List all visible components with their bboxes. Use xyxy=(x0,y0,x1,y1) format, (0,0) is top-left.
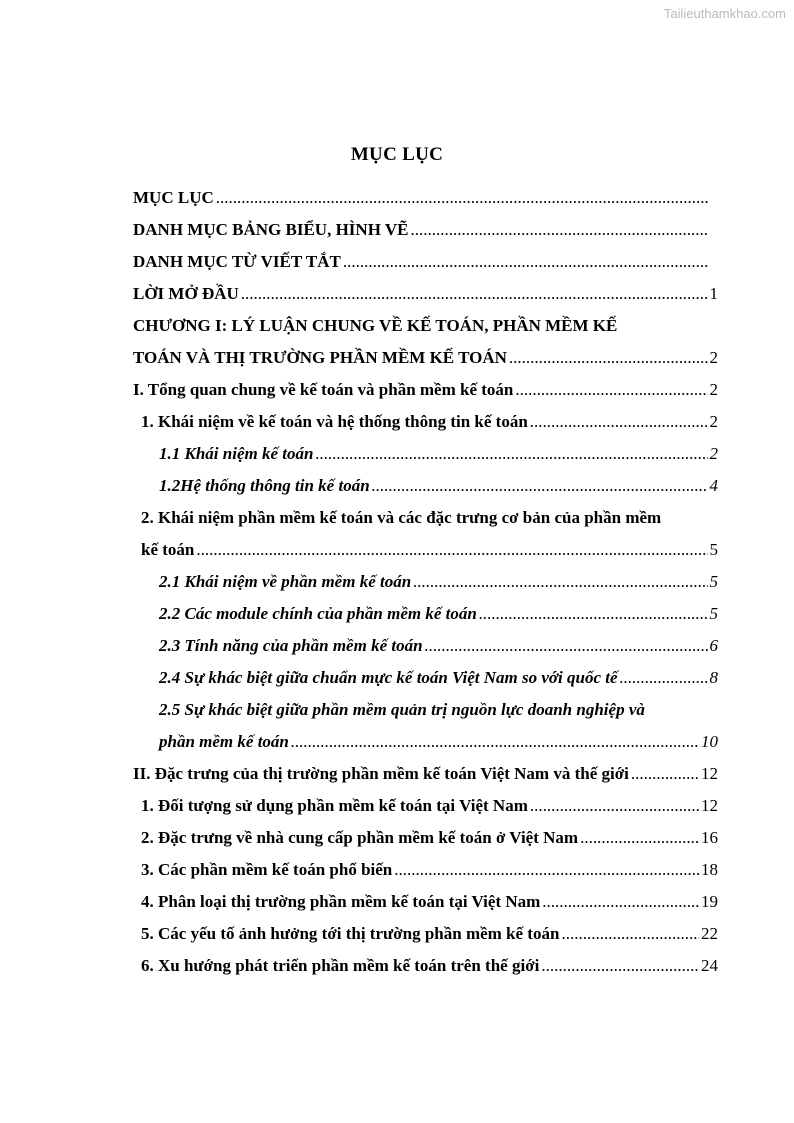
toc-leader-dots xyxy=(196,534,707,566)
toc-entry-page: 24 xyxy=(701,956,718,975)
toc-entry-text: 1.2Hệ thống thông tin kế toán xyxy=(159,476,370,495)
toc-entry-text: CHƯƠNG I: LÝ LUẬN CHUNG VỀ KẾ TOÁN, PHẦN MỀM KẾ xyxy=(133,316,618,335)
page-title: MỤC LỤC xyxy=(350,144,444,165)
toc-entry[interactable] xyxy=(133,630,718,662)
toc-leader-dots xyxy=(530,790,699,822)
toc-leader-dots xyxy=(343,246,708,278)
toc-entry-page: 16 xyxy=(701,828,718,847)
toc-leader-dots xyxy=(425,630,708,662)
toc-entry[interactable] xyxy=(133,566,718,598)
toc-entry-text: 2.5 Sự khác biệt giữa phần mềm quản trị nguồn lực doanh nghiệp và xyxy=(159,700,645,719)
toc-entry-page: 8 xyxy=(709,668,718,687)
toc-leader-dots xyxy=(620,662,708,694)
toc-entry[interactable] xyxy=(133,310,718,342)
toc-entry-page: 2 xyxy=(709,412,718,431)
toc-entry[interactable] xyxy=(133,662,718,694)
toc-entry[interactable] xyxy=(133,886,718,918)
toc-entry-page: 12 xyxy=(701,764,718,783)
toc-leader-dots xyxy=(561,918,699,950)
toc-entry-text: MỤC LỤC xyxy=(133,188,214,207)
toc-entry-page: 5 xyxy=(709,604,718,623)
toc-entry-text: 1. Đối tượng sử dụng phần mềm kế toán tại Việt Nam xyxy=(141,796,528,815)
toc-entry-page: 1 xyxy=(709,284,718,303)
toc-entry[interactable] xyxy=(133,246,718,278)
toc-leader-dots xyxy=(509,342,708,374)
toc-entry-text: 2.1 Khái niệm về phần mềm kế toán xyxy=(159,572,412,591)
toc-entry-text: 2. Đặc trưng về nhà cung cấp phần mềm kế toán ở Việt Nam xyxy=(141,828,579,847)
toc-entry-page: 19 xyxy=(701,892,718,911)
toc-leader-dots xyxy=(541,950,699,982)
toc-entry-text: DANH MỤC BẢNG BIỂU, HÌNH VẼ xyxy=(133,220,409,239)
toc-entry-text: 2. Khái niệm phần mềm kế toán và các đặc trưng cơ bản của phần mềm xyxy=(141,508,662,527)
toc-entry-page: 22 xyxy=(701,924,718,943)
toc-entry[interactable] xyxy=(133,374,718,406)
toc-leader-dots xyxy=(411,214,709,246)
toc-leader-dots xyxy=(315,438,707,470)
toc-entry[interactable] xyxy=(133,854,718,886)
toc-entry[interactable] xyxy=(133,470,718,502)
toc-entry[interactable] xyxy=(133,278,718,310)
toc-leader-dots xyxy=(542,886,699,918)
toc-entry[interactable] xyxy=(133,214,718,246)
toc-entry-page: 10 xyxy=(701,732,718,751)
toc-entry-text: 3. Các phần mềm kế toán phổ biến xyxy=(141,860,393,879)
toc-leader-dots xyxy=(580,822,699,854)
toc-entry-page: 12 xyxy=(701,796,718,815)
toc-entry-text: 5. Các yếu tố ảnh hưởng tới thị trường phần mềm kế toán xyxy=(141,924,560,943)
toc-leader-dots xyxy=(413,566,707,598)
toc-entry[interactable] xyxy=(133,406,718,438)
toc-entry-text: 1. Khái niệm về kế toán và hệ thống thông tin kế toán xyxy=(141,412,528,431)
toc-entry-text: 6. Xu hướng phát triển phần mềm kế toán trên thế giới xyxy=(141,956,540,975)
toc-entry-text: 2.2 Các module chính của phần mềm kế toán xyxy=(159,604,477,623)
toc-entry-page: 6 xyxy=(709,636,718,655)
toc-entry[interactable] xyxy=(133,758,718,790)
table-of-contents xyxy=(133,182,718,982)
toc-entry-text: 2.4 Sự khác biệt giữa chuẩn mực kế toán Việt Nam so với quốc tế xyxy=(159,668,618,687)
toc-entry[interactable] xyxy=(133,694,718,726)
toc-entry-page: 2 xyxy=(709,380,718,399)
toc-entry-text: phần mềm kế toán xyxy=(159,732,289,751)
toc-entry-page: 4 xyxy=(709,476,718,495)
toc-entry[interactable] xyxy=(133,438,718,470)
watermark: Tailieuthamkhao.com xyxy=(663,6,786,21)
toc-leader-dots xyxy=(291,726,699,758)
toc-entry-page: 2 xyxy=(709,348,718,367)
toc-entry-text: kế toán xyxy=(141,540,195,559)
toc-entry[interactable] xyxy=(133,598,718,630)
toc-entry-page: 5 xyxy=(709,540,718,559)
toc-entry-text: 2.3 Tính năng của phần mềm kế toán xyxy=(159,636,423,655)
toc-entry-page: 18 xyxy=(701,860,718,879)
toc-entry[interactable] xyxy=(133,726,718,758)
toc-entry[interactable] xyxy=(133,502,718,534)
toc-entry-text: DANH MỤC TỪ VIẾT TẮT xyxy=(133,252,341,271)
toc-entry-text: 1.1 Khái niệm kế toán xyxy=(159,444,314,463)
toc-entry[interactable] xyxy=(133,822,718,854)
toc-leader-dots xyxy=(394,854,699,886)
toc-entry-page: 5 xyxy=(709,572,718,591)
toc-entry-text: I. Tổng quan chung về kế toán và phần mềm kế toán xyxy=(133,380,514,399)
toc-leader-dots xyxy=(631,758,699,790)
toc-entry[interactable] xyxy=(133,534,718,566)
toc-entry[interactable] xyxy=(133,950,718,982)
toc-entry[interactable] xyxy=(133,182,718,214)
toc-leader-dots xyxy=(479,598,708,630)
toc-entry-text: II. Đặc trưng của thị trường phần mềm kế toán Việt Nam và thế giới xyxy=(133,764,629,783)
toc-entry-text: LỜI MỞ ĐẦU xyxy=(133,284,239,303)
toc-leader-dots xyxy=(216,182,708,214)
toc-entry[interactable] xyxy=(133,790,718,822)
toc-leader-dots xyxy=(515,374,707,406)
toc-leader-dots xyxy=(530,406,708,438)
toc-entry-text: 4. Phân loại thị trường phần mềm kế toán tại Việt Nam xyxy=(141,892,541,911)
toc-entry[interactable] xyxy=(133,342,718,374)
toc-entry[interactable] xyxy=(133,918,718,950)
toc-entry-page: 2 xyxy=(709,444,718,463)
toc-leader-dots xyxy=(241,278,708,310)
toc-entry-text: TOÁN VÀ THỊ TRƯỜNG PHẦN MỀM KẾ TOÁN xyxy=(133,348,507,367)
toc-leader-dots xyxy=(372,470,708,502)
